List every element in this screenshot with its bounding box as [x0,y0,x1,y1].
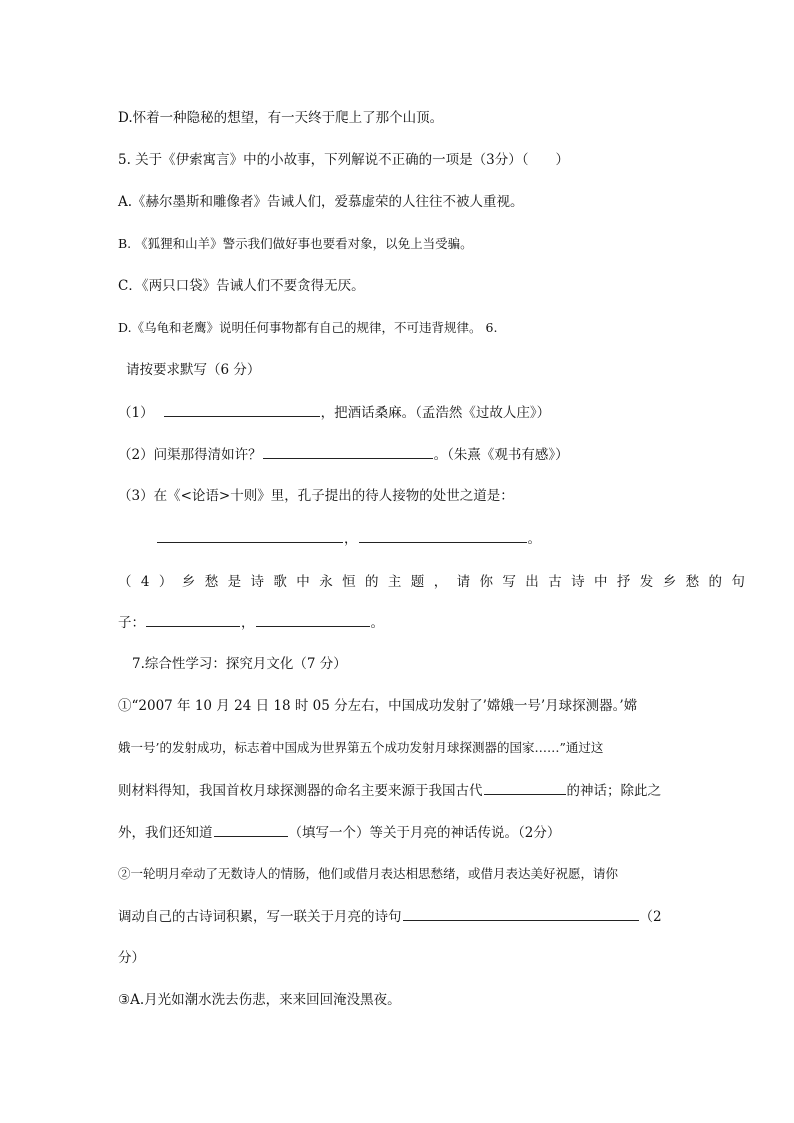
question-7-part-2-line-1: ②一轮明月牵动了无数诗人的情肠，他们或借月表达相思愁绪，或借月表达美好祝愿，请你 [118,866,619,881]
question-5-option-d: D.《乌龟和老鹰》说明任何事物都有自己的规律，不可违背规律。 6. [118,320,498,335]
question-7-part-2-line-3: 分） [118,950,145,966]
item-3-end: 。 [527,531,541,547]
answer-blank-4b[interactable] [256,612,370,627]
item-2-prefix: （2）问渠那得清如许？ [118,447,262,463]
part-1b-suffix: （填写一个）等关于月亮的神话传说。（2分） [288,825,561,841]
answer-blank-6[interactable] [214,822,288,837]
question-6-item-2 [118,444,569,465]
item-4-comma: ， [241,615,255,631]
answer-blank-3b[interactable] [359,528,527,543]
question-7-part-1-line-3 [118,780,661,801]
question-6-item-4-answer [118,612,384,633]
question-6-item-4: （4）乡愁是诗歌中永恒的主题，请你写出古诗中抒发乡愁的句 [118,574,755,590]
item-1-suffix: ，把酒话桑麻。（孟浩然《过故人庄》） [320,405,551,421]
option-d-text: D.怀着一种隐秘的想望，有一天终于爬上了那个山顶。 [118,110,444,126]
question-5-option-b: B. 《狐狸和山羊》警示我们做好事也要看对象，以免上当受骗。 [118,236,473,251]
question-7-part-1-line-4 [118,822,560,843]
part-1b-prefix: 外，我们还知道 [118,825,213,841]
item-2-suffix: 。（朱熹《观书有感》） [433,447,569,463]
question-7-heading: 7.综合性学习：探究月文化（7 分） [132,656,347,672]
item-4-prefix: 子： [118,615,145,631]
part-2-prefix: 调动自己的古诗词积累，写一联关于月亮的诗句 [118,909,402,925]
question-7-part-1-line-1: ①“2007 年 10 月 24 日 18 时 05 分左右，中国成功发射了’嫦娥一号’月球探测器。’嫦 [118,698,638,714]
question-5-option-a: A.《赫尔墨斯和雕像者》告诫人们，爱慕虚荣的人往往不被人重视。 [118,194,524,210]
answer-blank-1[interactable] [164,402,320,417]
answer-blank-3a[interactable] [157,528,343,543]
question-6-heading: 请按要求默写（6 分） [126,362,261,378]
question-5-stem: 5. 关于《伊索寓言》中的小故事，下列解说不正确的一项是（3分）（ ） [118,152,570,168]
answer-blank-2[interactable] [263,444,433,459]
answer-blank-7[interactable] [403,906,639,921]
question-7-part-3-option-a: ③A.月光如潮水洗去伤悲，来来回回淹没黑夜。 [118,992,401,1008]
question-7-part-2-line-2 [118,906,662,927]
question-5-option-c: C．《两只口袋》告诫人们不要贪得无厌。 [118,278,365,294]
question-6-item-1 [118,402,550,423]
answer-blank-4a[interactable] [146,612,240,627]
question-6-item-3-answer [156,528,541,549]
part-1-prefix: 则材料得知，我国首枚月球探测器的命名主要来源于我国古代 [118,783,483,799]
question-7-part-1-line-2: 娥一号’的发射成功，标志着中国成为世界第五个成功发射月球探测器的国家……”通过这 [118,740,604,755]
part-2-suffix: （2 [639,909,662,925]
item-4-end: 。 [370,615,384,631]
item-1-prefix: （1） [118,405,154,421]
item-3-comma: ， [344,531,358,547]
question-6-item-3: （3）在《<论语>十则》里，孔子提出的待人接物的处世之道是： [118,488,514,504]
answer-blank-5[interactable] [484,780,566,795]
part-1-suffix: 的神话；除此之 [566,783,661,799]
